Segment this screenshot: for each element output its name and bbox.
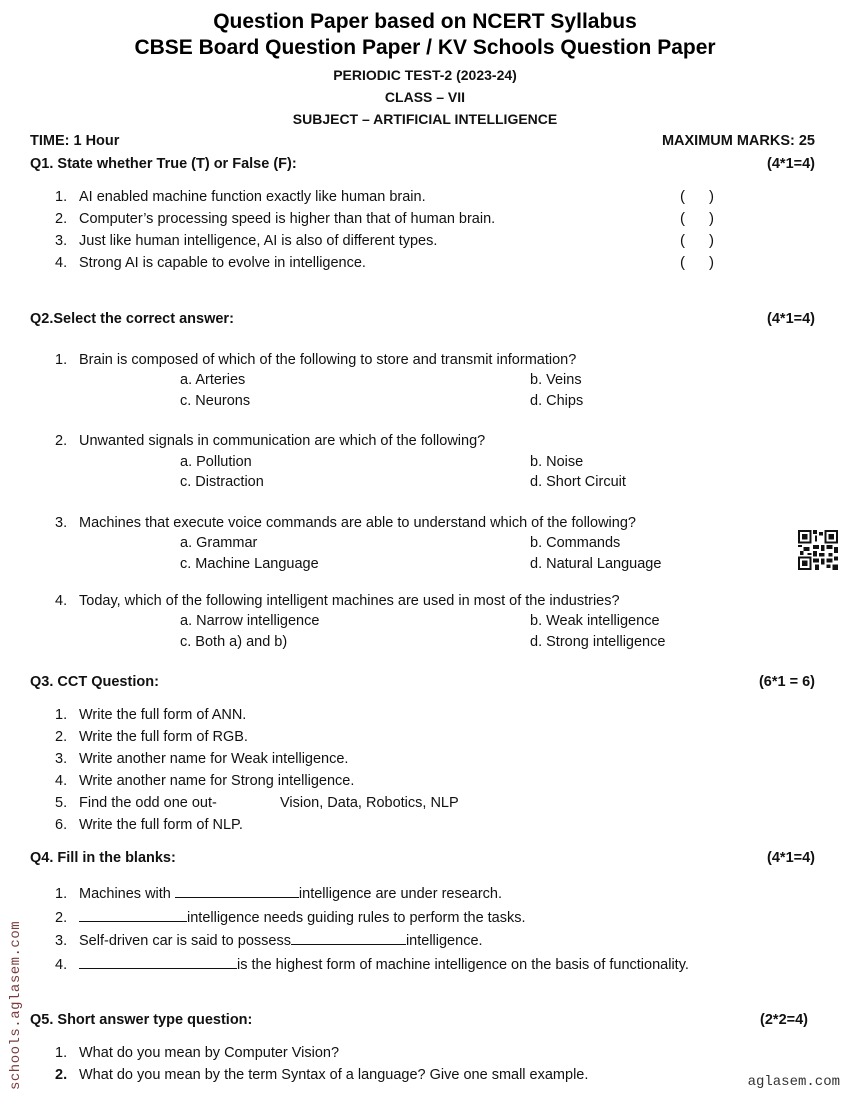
item-number: 3. [55, 515, 68, 531]
q1-item [55, 189, 426, 205]
option-b: b. Noise [530, 454, 584, 470]
option-d: d. Natural Language [530, 556, 662, 572]
q1-item [55, 233, 437, 249]
option-c: c. Both a) and b) [180, 634, 288, 650]
item-number: 4. [55, 255, 68, 271]
item-number: 3. [55, 233, 68, 249]
item-number: 6. [55, 817, 68, 833]
item-number: 1. [55, 886, 68, 902]
item-text-after: is the highest form of machine intelligence on the basis of functionality. [237, 957, 689, 973]
item-number: 5. [55, 795, 68, 811]
title-line-1: Question Paper based on NCERT Syllabus [213, 10, 637, 33]
option-d: d. Strong intelligence [530, 634, 666, 650]
item-number: 1. [55, 189, 68, 205]
item-text: Write the full form of RGB. [79, 729, 248, 745]
item-number: 2. [55, 910, 68, 926]
q2-item [55, 515, 636, 531]
q2-marks: (4*1=4) [767, 311, 815, 327]
option-b: b. Veins [530, 372, 582, 388]
q3-item [55, 751, 348, 767]
q2-item [55, 593, 620, 609]
item-number: 2. [55, 211, 68, 227]
option-b: b. Weak intelligence [530, 613, 660, 629]
option-c: c. Machine Language [180, 556, 319, 572]
item-text: Today, which of the following intelligent machines are used in most of the industries? [79, 593, 620, 609]
answer-box[interactable] [680, 232, 714, 249]
item-text: Write another name for Weak intelligence. [79, 751, 349, 767]
q1-marks: (4*1=4) [767, 156, 815, 172]
q1-title: Q1. State whether True (T) or False (F): [30, 156, 297, 172]
answer-box[interactable] [680, 210, 714, 227]
item-text: AI enabled machine function exactly like human brain. [79, 189, 426, 205]
paren-close: ) [709, 188, 714, 205]
q2-title: Q2.Select the correct answer: [30, 311, 234, 327]
item-text: Strong AI is capable to evolve in intelligence. [79, 255, 366, 271]
item-text: Write the full form of ANN. [79, 707, 247, 723]
title-line-2: CBSE Board Question Paper / KV Schools Question Paper [134, 36, 716, 59]
blank-field[interactable] [175, 883, 299, 898]
q1-item [55, 255, 366, 271]
answer-box[interactable] [680, 188, 714, 205]
blank-field[interactable] [79, 907, 187, 922]
item-text: Unwanted signals in communication are which of the following? [79, 433, 486, 449]
time-label: TIME: 1 Hour [30, 133, 120, 149]
paren-close: ) [709, 210, 714, 227]
blank-field[interactable] [79, 954, 237, 969]
option-d: d. Chips [530, 393, 584, 409]
item-text: Machines that execute voice commands are able to understand which of the following? [79, 515, 636, 531]
item-number: 3. [55, 933, 68, 949]
q3-marks: (6*1 = 6) [758, 674, 815, 690]
item-number: 4. [55, 593, 68, 609]
item-number: 3. [55, 751, 68, 767]
option-a: a. Narrow intelligence [180, 613, 320, 629]
item-text: What do you mean by Computer Vision? [79, 1045, 340, 1061]
paren-close: ) [709, 254, 714, 271]
q1-item [55, 211, 495, 227]
q4-item [55, 954, 689, 973]
item-number: 1. [55, 352, 68, 368]
class-label: CLASS – VII [384, 89, 466, 105]
paren-close: ) [709, 232, 714, 249]
option-a: a. Grammar [180, 535, 258, 551]
q2-item [55, 433, 485, 449]
item-number: 1. [55, 1045, 68, 1061]
paren-open: ( [680, 210, 685, 227]
q5-item [55, 1045, 339, 1061]
option-b: b. Commands [530, 535, 621, 551]
paren-open: ( [680, 254, 685, 271]
item-text-before: Self-driven car is said to possess [79, 933, 291, 949]
q4-marks: (4*1=4) [767, 850, 815, 866]
qr-code-icon[interactable] [798, 530, 838, 570]
subject-label: SUBJECT – ARTIFICIAL INTELLIGENCE [292, 111, 558, 127]
item-number: 4. [55, 773, 68, 789]
item-text: Write another name for Strong intelligence. [79, 773, 355, 789]
option-d: d. Short Circuit [530, 474, 626, 490]
item-text-after: intelligence are under research. [298, 886, 503, 902]
q4-item [55, 930, 483, 949]
q4-title: Q4. Fill in the blanks: [30, 850, 176, 866]
q3-item [55, 729, 248, 745]
test-name: PERIODIC TEST-2 (2023-24) [333, 67, 517, 83]
q3-item [55, 817, 243, 833]
item-number: 1. [55, 707, 68, 723]
item-number: 4. [55, 957, 68, 973]
paren-open: ( [680, 188, 685, 205]
item-text: Find the odd one out- [79, 795, 217, 811]
odd-one-out-options: Vision, Data, Robotics, NLP [280, 795, 459, 811]
item-text: Write the full form of NLP. [79, 817, 243, 833]
item-number: 2. [55, 433, 68, 449]
item-text: Just like human intelligence, AI is also of different types. [79, 233, 438, 249]
item-number: 2. [55, 1067, 68, 1083]
item-text-before: Machines with [79, 886, 175, 902]
q5-item [55, 1067, 588, 1083]
item-text: What do you mean by the term Syntax of a language? Give one small example. [79, 1067, 589, 1083]
paren-open: ( [680, 232, 685, 249]
answer-box[interactable] [680, 254, 714, 271]
option-a: a. Arteries [180, 372, 246, 388]
q5-marks: (2*2=4) [760, 1012, 808, 1028]
q4-item [55, 907, 526, 926]
q3-item [55, 773, 354, 789]
item-number: 2. [55, 729, 68, 745]
q3-item [55, 707, 246, 723]
q2-item [55, 352, 576, 368]
q3-item [55, 795, 217, 811]
option-a: a. Pollution [180, 454, 252, 470]
blank-field[interactable] [291, 930, 406, 945]
option-c: c. Distraction [180, 474, 264, 490]
max-marks-label: MAXIMUM MARKS: 25 [661, 133, 815, 149]
q3-title: Q3. CCT Question: [30, 674, 159, 690]
option-c: c. Neurons [180, 393, 251, 409]
bottom-watermark[interactable]: aglasem.com [747, 1074, 840, 1090]
item-text: Brain is composed of which of the following to store and transmit information? [79, 352, 577, 368]
q4-item [55, 883, 502, 902]
item-text-after: intelligence. [405, 933, 483, 949]
side-watermark: schools.aglasem.com [8, 920, 24, 1090]
item-text-after: intelligence needs guiding rules to perform the tasks. [187, 910, 526, 926]
q5-title: Q5. Short answer type question: [30, 1012, 253, 1028]
item-text: Computer’s processing speed is higher than that of human brain. [79, 211, 496, 227]
